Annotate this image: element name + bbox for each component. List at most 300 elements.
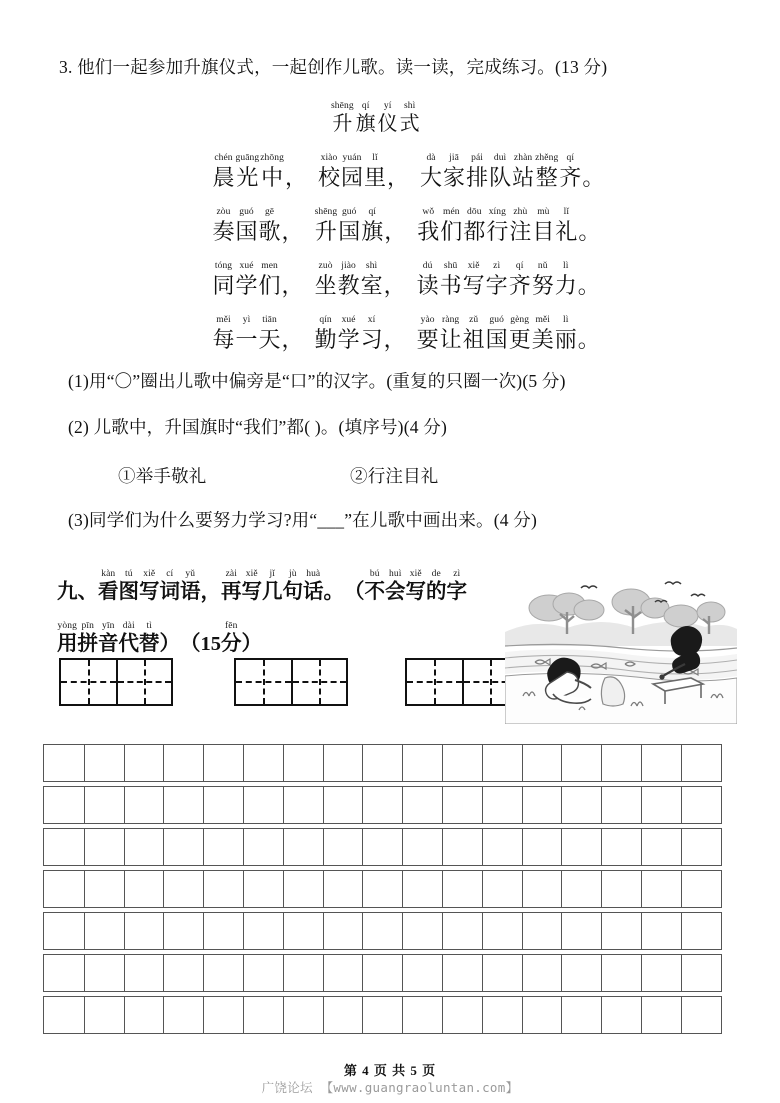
ruby-unit — [338, 260, 360, 299]
hanzi-character: 词 — [159, 581, 180, 603]
pinyin-annotation: jǐ — [269, 569, 275, 579]
writing-grid-cell[interactable] — [163, 997, 203, 1033]
ruby-unit — [532, 206, 554, 245]
pinyin-annotation: duì — [493, 153, 507, 163]
pinyin-annotation: xí — [367, 315, 376, 325]
hanzi-character: 让 — [439, 327, 462, 352]
hanzi-character: 写 — [462, 273, 485, 298]
pinyin-annotation: zài — [225, 569, 237, 579]
hanzi-character: 句 — [282, 581, 303, 603]
writing-grid-cell[interactable] — [522, 871, 562, 907]
writing-grid-cell[interactable] — [681, 955, 721, 991]
writing-grid-cell[interactable] — [283, 997, 323, 1033]
writing-grid-cell[interactable] — [561, 829, 601, 865]
writing-grid-cell[interactable] — [283, 913, 323, 949]
writing-grid-cell[interactable] — [362, 955, 402, 991]
writing-grid-cell[interactable] — [243, 829, 283, 865]
writing-grid-cell[interactable] — [482, 829, 522, 865]
poem-title-char — [356, 100, 376, 137]
pinyin-annotation: yīn — [102, 621, 115, 631]
pinyin-annotation: bú — [369, 569, 380, 579]
ruby-unit — [98, 620, 119, 657]
ruby-unit — [466, 152, 488, 191]
hanzi-character: 写 — [139, 581, 160, 603]
hanzi-character: 旗 — [355, 113, 376, 135]
hanzi-character: 室 — [360, 273, 383, 298]
ruby-unit — [259, 260, 281, 299]
question-3-stem: 3. 他们一起参加升旗仪式，一起创作儿歌。读一读，完成练习。(13 分) — [59, 57, 608, 77]
writing-grid-cell[interactable] — [203, 745, 243, 781]
ruby-unit — [213, 206, 235, 245]
hanzi-character: 代 — [118, 633, 139, 655]
pinyin-annotation: mén — [442, 207, 460, 217]
ruby-unit — [259, 314, 281, 353]
writing-grid-cell[interactable] — [84, 955, 124, 991]
writing-grid-cell[interactable] — [641, 787, 681, 823]
writing-grid-cell[interactable] — [243, 955, 283, 991]
writing-grid-cell[interactable] — [203, 913, 243, 949]
writing-grid-cell[interactable] — [124, 997, 164, 1033]
writing-grid-cell[interactable] — [442, 913, 482, 949]
writing-grid-cell[interactable] — [601, 913, 641, 949]
hanzi-character: 美 — [531, 327, 554, 352]
hanzi-character: 旗 — [361, 219, 384, 244]
hanzi-character: 写 — [405, 581, 426, 603]
question-3-option-2[interactable]: ②行注目礼 — [350, 466, 439, 486]
pinyin-annotation: kàn — [101, 569, 116, 579]
pinyin-annotation: yòng — [57, 621, 77, 631]
pinyin-annotation: shì — [403, 101, 416, 111]
writing-grid-cell[interactable] — [362, 997, 402, 1033]
writing-grid-cell[interactable] — [641, 913, 681, 949]
hanzi-character: 国 — [485, 327, 508, 352]
writing-grid-cell[interactable] — [601, 787, 641, 823]
pinyin-annotation: xiě — [409, 569, 422, 579]
hanzi-character: 教 — [337, 273, 360, 298]
writing-grid-cell[interactable] — [243, 913, 283, 949]
writing-grid-cell[interactable] — [203, 955, 243, 991]
writing-grid-cell[interactable] — [561, 913, 601, 949]
pinyin-annotation: tú — [124, 569, 133, 579]
hanzi-character: 丽 — [554, 327, 577, 352]
writing-grid-cell[interactable] — [84, 997, 124, 1033]
writing-grid-cell[interactable] — [283, 955, 323, 991]
pinyin-annotation: tiān — [262, 315, 277, 325]
writing-grid-cell[interactable] — [124, 829, 164, 865]
writing-grid-cell[interactable] — [482, 997, 522, 1033]
writing-grid-cell[interactable] — [163, 913, 203, 949]
writing-grid-cell[interactable] — [323, 913, 363, 949]
writing-grid-cell[interactable] — [442, 871, 482, 907]
poem-line-1 — [212, 152, 605, 191]
hanzi-character: 晨 — [212, 165, 235, 190]
writing-grid-cell[interactable] — [641, 997, 681, 1033]
writing-grid-cell[interactable] — [323, 829, 363, 865]
pinyin-annotation — [592, 152, 594, 164]
pinyin-annotation: jiào — [341, 261, 356, 271]
hanzi-character: 。 — [323, 581, 344, 603]
writing-grid-cell[interactable] — [522, 913, 562, 949]
writing-grid-row[interactable] — [43, 912, 722, 950]
pinyin-annotation: guāng — [235, 153, 260, 163]
writing-grid-cell[interactable] — [402, 787, 442, 823]
ruby-unit — [443, 152, 465, 191]
pinyin-annotation: yí — [383, 101, 392, 111]
pinyin-annotation: gèng — [510, 315, 530, 325]
hanzi-character: 里 — [364, 165, 387, 190]
writing-grid-cell[interactable] — [362, 913, 402, 949]
writing-grid-row[interactable] — [43, 954, 722, 992]
writing-grid-cell[interactable] — [601, 871, 641, 907]
writing-grid-cell[interactable] — [44, 955, 84, 991]
writing-grid-cell[interactable] — [283, 829, 323, 865]
hanzi-character: 语 — [180, 581, 201, 603]
writing-grid-cell[interactable] — [522, 787, 562, 823]
punctuation-mark — [384, 260, 406, 299]
hanzi-character: 升 — [314, 219, 337, 244]
ruby-unit — [555, 206, 577, 245]
word-box-group-3[interactable] — [405, 658, 519, 706]
writing-grid-cell[interactable] — [283, 871, 323, 907]
writing-grid-cell[interactable] — [681, 871, 721, 907]
hanzi-character: 们 — [440, 219, 463, 244]
ruby-unit — [555, 260, 577, 299]
hanzi-character: （ — [344, 581, 365, 603]
hanzi-character: 国 — [235, 219, 258, 244]
hanzi-character: 坐 — [314, 273, 337, 298]
writing-grid-cell[interactable] — [124, 745, 164, 781]
writing-grid-cell[interactable] — [44, 913, 84, 949]
writing-grid-cell[interactable] — [323, 745, 363, 781]
pinyin-annotation: jù — [288, 569, 297, 579]
pinyin-annotation: xiě — [143, 569, 156, 579]
pinyin-annotation — [353, 568, 355, 580]
hanzi-character: 目 — [532, 219, 555, 244]
writing-grid-cell[interactable] — [163, 829, 203, 865]
hanzi-character: 国 — [338, 219, 361, 244]
punctuation-mark — [387, 152, 409, 191]
word-box-cell[interactable] — [407, 660, 462, 704]
writing-grid-cell[interactable] — [243, 871, 283, 907]
pinyin-annotation: qín — [319, 315, 332, 325]
writing-grid-cell[interactable] — [442, 787, 482, 823]
hanzi-character: 书 — [439, 273, 462, 298]
writing-grid-cell[interactable] — [323, 955, 363, 991]
watermark — [0, 1078, 780, 1096]
ruby-unit — [318, 152, 340, 191]
ruby-unit — [417, 260, 439, 299]
writing-grid-cell[interactable] — [482, 913, 522, 949]
ruby-unit — [440, 206, 462, 245]
writing-grid-cell[interactable] — [124, 787, 164, 823]
writing-grid-cell[interactable] — [402, 913, 442, 949]
pinyin-annotation — [333, 568, 335, 580]
section-9-number: 九、 — [57, 581, 98, 603]
question-3-option-1[interactable]: ①举手敬礼 — [118, 466, 207, 486]
ruby-unit — [315, 260, 337, 299]
writing-grid-cell[interactable] — [323, 997, 363, 1033]
writing-grid-cell[interactable] — [362, 745, 402, 781]
hanzi-character: 家 — [443, 165, 466, 190]
pinyin-annotation: zǔ — [469, 315, 479, 325]
hanzi-character: 奏 — [212, 219, 235, 244]
writing-grid-cell[interactable] — [243, 997, 283, 1033]
punctuation-mark — [282, 206, 304, 245]
writing-grid-cell[interactable] — [442, 829, 482, 865]
pinyin-annotation: nǔ — [537, 261, 548, 271]
pinyin-annotation: shì — [365, 261, 378, 271]
writing-grid-cell[interactable] — [561, 871, 601, 907]
hanzi-character: 园 — [340, 165, 363, 190]
hanzi-character: 力 — [554, 273, 577, 298]
writing-grid-cell[interactable] — [44, 829, 84, 865]
writing-grid-cell[interactable] — [561, 745, 601, 781]
hanzi-character: （ — [180, 633, 201, 655]
punctuation-mark — [282, 260, 304, 299]
writing-grid-cell[interactable] — [203, 787, 243, 823]
pinyin-annotation — [210, 620, 212, 632]
writing-grid-cell[interactable] — [681, 829, 721, 865]
writing-grid-cell[interactable] — [84, 787, 124, 823]
question-3-sub-2: (2) 儿歌中，升国旗时“我们”都( )。(填序号)(4 分) — [68, 417, 447, 437]
ruby-unit — [221, 620, 242, 657]
pinyin-annotation: dài — [122, 621, 135, 631]
writing-grid-cell[interactable] — [44, 787, 84, 823]
writing-grid-cell[interactable] — [44, 871, 84, 907]
writing-grid-cell[interactable] — [84, 829, 124, 865]
writing-grid-cell[interactable] — [362, 871, 402, 907]
hanzi-character: 。 — [577, 273, 600, 298]
writing-grid-cell[interactable] — [362, 787, 402, 823]
writing-grid-cell[interactable] — [561, 955, 601, 991]
writing-grid-cell[interactable] — [124, 913, 164, 949]
word-box-group-1[interactable] — [59, 658, 173, 706]
ruby-unit — [489, 152, 511, 191]
writing-grid-cell[interactable] — [163, 871, 203, 907]
punctuation-mark — [582, 152, 604, 191]
ruby-unit — [259, 206, 281, 245]
writing-grid-cell[interactable] — [442, 745, 482, 781]
writing-grid-cell[interactable] — [283, 787, 323, 823]
writing-grid-cell[interactable] — [323, 787, 363, 823]
ruby-unit — [426, 568, 447, 605]
hanzi-character: 中 — [261, 165, 284, 190]
poem-title-char — [378, 100, 398, 137]
hanzi-character: 话 — [303, 581, 324, 603]
pinyin-annotation — [588, 206, 590, 218]
hanzi-character: 15 — [200, 633, 221, 655]
pinyin-annotation: gē — [264, 207, 275, 217]
ruby-unit — [283, 568, 304, 605]
writing-grid-cell[interactable] — [203, 997, 243, 1033]
writing-grid-row[interactable] — [43, 744, 722, 782]
pinyin-annotation: wǒ — [422, 207, 435, 217]
ruby-unit — [236, 260, 258, 299]
hanzi-character: 拼 — [77, 633, 98, 655]
hanzi-character: 替 — [139, 633, 160, 655]
pinyin-annotation: zòu — [216, 207, 231, 217]
writing-grid-cell[interactable] — [84, 913, 124, 949]
hanzi-character: 习 — [360, 327, 383, 352]
writing-grid-cell[interactable] — [641, 745, 681, 781]
word-box-cell[interactable] — [236, 660, 291, 704]
pinyin-annotation: xué — [341, 315, 356, 325]
writing-grid-cell[interactable] — [522, 829, 562, 865]
writing-grid-cell[interactable] — [163, 955, 203, 991]
ruby-unit — [486, 260, 508, 299]
writing-grid-row[interactable] — [43, 870, 722, 908]
writing-grid-cell[interactable] — [402, 829, 442, 865]
writing-grid-cell[interactable] — [163, 787, 203, 823]
hanzi-character: ， — [281, 219, 304, 244]
hanzi-character: ， — [383, 327, 406, 352]
writing-grid-cell[interactable] — [641, 829, 681, 865]
writing-grid-cell[interactable] — [482, 955, 522, 991]
hanzi-character: 。 — [577, 327, 600, 352]
poem-line-4 — [212, 314, 600, 353]
punctuation-mark — [324, 568, 345, 605]
punctuation-mark — [578, 206, 600, 245]
writing-grid-cell[interactable] — [442, 997, 482, 1033]
ruby-unit — [260, 152, 284, 191]
writing-grid-cell[interactable] — [601, 955, 641, 991]
writing-grid-cell[interactable] — [44, 745, 84, 781]
writing-grid-cell[interactable] — [442, 955, 482, 991]
punctuation-mark — [282, 314, 304, 353]
ruby-unit — [236, 152, 260, 191]
poem-line-3 — [212, 260, 600, 299]
writing-grid[interactable] — [43, 744, 722, 1034]
writing-grid-cell[interactable] — [203, 829, 243, 865]
writing-grid-cell[interactable] — [124, 955, 164, 991]
writing-grid-cell[interactable] — [84, 871, 124, 907]
writing-grid-cell[interactable] — [124, 871, 164, 907]
writing-grid-cell[interactable] — [402, 745, 442, 781]
writing-grid-cell[interactable] — [681, 997, 721, 1033]
writing-grid-cell[interactable] — [681, 745, 721, 781]
poem-title — [330, 100, 421, 137]
ruby-unit — [463, 206, 485, 245]
writing-grid-cell[interactable] — [84, 745, 124, 781]
writing-grid-cell[interactable] — [283, 745, 323, 781]
pinyin-annotation: qí — [566, 153, 575, 163]
writing-grid-cell[interactable] — [681, 787, 721, 823]
pinyin-annotation: lǐ — [372, 153, 378, 163]
word-box-cell[interactable] — [61, 660, 116, 704]
writing-grid-cell[interactable] — [163, 745, 203, 781]
writing-grid-cell[interactable] — [323, 871, 363, 907]
writing-grid-cell[interactable] — [561, 787, 601, 823]
writing-grid-cell[interactable] — [522, 997, 562, 1033]
pinyin-annotation: jiā — [449, 153, 459, 163]
ruby-unit — [512, 152, 534, 191]
pinyin-annotation — [397, 152, 399, 164]
ruby-unit — [139, 568, 160, 605]
ruby-unit — [303, 568, 324, 605]
pinyin-annotation: lǐ — [563, 207, 570, 217]
writing-grid-row[interactable] — [43, 786, 722, 824]
ruby-unit — [98, 568, 119, 605]
writing-grid-cell[interactable] — [44, 997, 84, 1033]
pinyin-annotation — [291, 260, 293, 272]
ruby-unit — [213, 260, 235, 299]
pinyin-annotation: xiě — [467, 261, 480, 271]
hanzi-character: ， — [281, 273, 304, 298]
hanzi-character: 读 — [416, 273, 439, 298]
writing-grid-cell[interactable] — [681, 913, 721, 949]
writing-grid-cell[interactable] — [203, 871, 243, 907]
pinyin-annotation: měi — [216, 315, 231, 325]
writing-grid-cell[interactable] — [641, 871, 681, 907]
pinyin-annotation: yuán — [342, 153, 362, 163]
writing-grid-cell[interactable] — [243, 787, 283, 823]
writing-grid-cell[interactable] — [482, 745, 522, 781]
pinyin-annotation: lì — [562, 315, 569, 325]
punctuation-mark — [201, 620, 222, 657]
writing-grid-cell[interactable] — [641, 955, 681, 991]
writing-grid-cell[interactable] — [362, 829, 402, 865]
writing-grid-cell[interactable] — [601, 997, 641, 1033]
writing-grid-cell[interactable] — [243, 745, 283, 781]
hanzi-character: ） — [159, 633, 180, 655]
hanzi-character: 不 — [364, 581, 385, 603]
writing-grid-cell[interactable] — [601, 829, 641, 865]
hanzi-character: 我 — [417, 219, 440, 244]
hanzi-character: 升 — [332, 113, 353, 135]
word-box-cell[interactable] — [116, 660, 171, 704]
word-box-cell[interactable] — [291, 660, 346, 704]
hanzi-character: 写 — [241, 581, 262, 603]
hanzi-character: 每 — [212, 327, 235, 352]
pinyin-annotation: zhù — [513, 207, 528, 217]
question-3-sub-1: (1)用“〇”圈出儿歌中偏旁是“口”的汉字。(重复的只圈一次)(5 分) — [68, 371, 566, 391]
pinyin-annotation — [210, 568, 212, 580]
writing-grid-cell[interactable] — [601, 745, 641, 781]
pinyin-annotation: cí — [166, 569, 174, 579]
ruby-unit — [338, 314, 360, 353]
pinyin-annotation: huà — [306, 569, 321, 579]
hanzi-character: 更 — [508, 327, 531, 352]
section-9-heading-line-2 — [57, 615, 262, 657]
hanzi-character: ） — [241, 633, 262, 655]
writing-grid-cell[interactable] — [402, 871, 442, 907]
writing-grid-cell[interactable] — [522, 745, 562, 781]
writing-grid-row[interactable] — [43, 996, 722, 1034]
writing-grid-cell[interactable] — [402, 955, 442, 991]
pinyin-annotation: guó — [239, 207, 254, 217]
pinyin-annotation: guó — [489, 315, 504, 325]
hanzi-character: 齐 — [508, 273, 531, 298]
hanzi-character: ， — [200, 581, 221, 603]
watermark-url: 【www.guangraoluntan.com】 — [320, 1080, 519, 1095]
pinyin-annotation: zì — [493, 261, 501, 271]
hanzi-character: ， — [281, 327, 304, 352]
writing-grid-cell[interactable] — [482, 787, 522, 823]
writing-grid-cell[interactable] — [561, 997, 601, 1033]
word-box-group-2[interactable] — [234, 658, 348, 706]
pinyin-annotation — [169, 620, 171, 632]
writing-grid-row[interactable] — [43, 828, 722, 866]
writing-grid-cell[interactable] — [482, 871, 522, 907]
hanzi-character: 站 — [512, 165, 535, 190]
writing-grid-cell[interactable] — [402, 997, 442, 1033]
hanzi-character: 要 — [416, 327, 439, 352]
writing-grid-cell[interactable] — [522, 955, 562, 991]
pinyin-annotation: zhàn — [513, 153, 533, 163]
pinyin-annotation — [393, 314, 395, 326]
ruby-unit — [486, 314, 508, 353]
punctuation-mark — [285, 152, 307, 191]
